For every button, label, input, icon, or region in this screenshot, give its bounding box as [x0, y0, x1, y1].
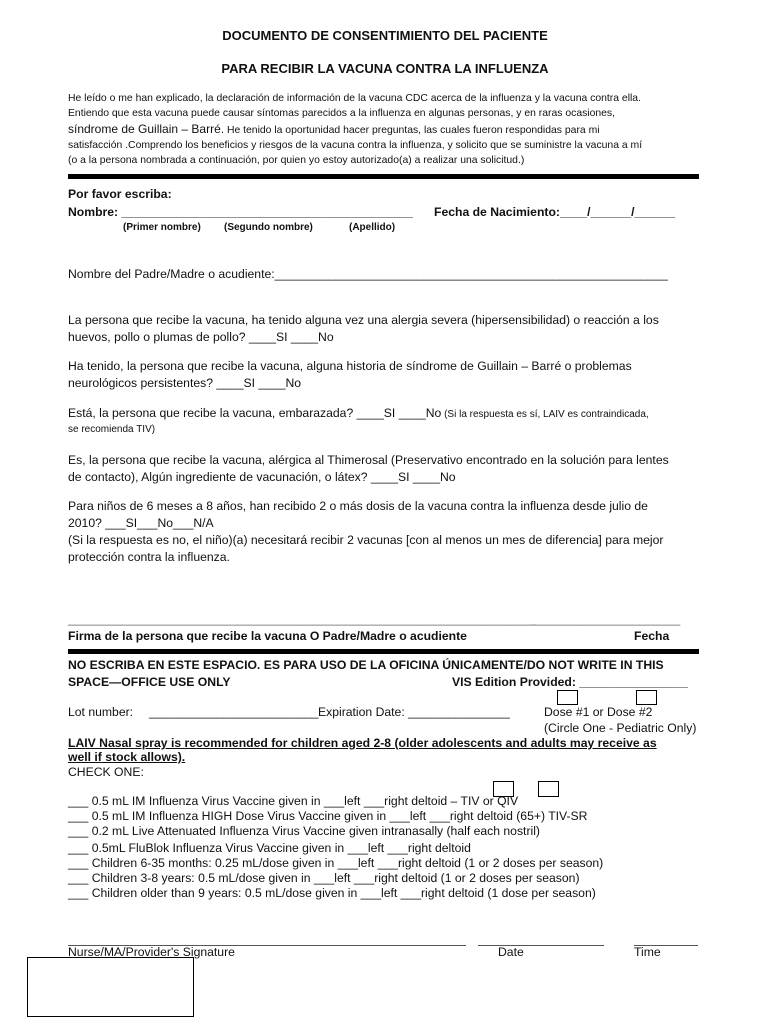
signature-date-label: Fecha [634, 629, 670, 643]
check-one-label: CHECK ONE: [68, 765, 144, 779]
nurse-date-label: Date [498, 945, 524, 959]
signature-line[interactable]: _____________________________________________________________________ [68, 612, 536, 626]
question-4-line-2[interactable]: de contacto), Algún ingrediente de vacunación, o látex? ____SI ____No [68, 470, 456, 484]
vaccine-option-7[interactable]: ___ Children older than 9 years: 0.5 mL/dose given in ___left ___right deltoid (1 dose per season) [68, 886, 596, 900]
question-2-line-1: Ha tenido, la persona que recibe la vacuna, alguna historia de síndrome de Guillain – Barré o problemas [68, 359, 632, 373]
question-1-line-2[interactable]: huevos, pollo o plumas de pollo? ____SI ____No [68, 330, 334, 344]
divider-thick-2 [68, 649, 699, 654]
intro-line-5: (o a la persona nombrada a continuación, por quien yo estoy autorizado(a) a realizar una solicitud.) [68, 155, 525, 166]
lot-number-field[interactable]: _________________________ [149, 705, 319, 719]
qiv-checkbox[interactable] [538, 781, 559, 797]
vaccine-option-6[interactable]: ___ Children 3-8 years: 0.5 mL/dose given in ___left ___right deltoid (1 or 2 doses per season) [68, 871, 580, 885]
intro-guillain: síndrome de Guillain – Barré. [68, 122, 225, 136]
vis-edition-field[interactable]: VIS Edition Provided: ________________ [452, 675, 688, 689]
dob-field[interactable]: Fecha de Nacimiento:____/______/______ [434, 205, 676, 219]
vaccine-option-1[interactable]: ___ 0.5 mL IM Influenza Virus Vaccine given in ___left ___right deltoid – TIV or QIV [68, 794, 519, 808]
dose-2-checkbox[interactable] [636, 690, 657, 705]
middle-name-label: (Segundo nombre) [224, 222, 313, 233]
question-3-line-1[interactable] [68, 405, 649, 423]
nurse-signature-label: Nurse/MA/Provider's Signature [68, 945, 235, 959]
question-4-line-1: Es, la persona que recibe la vacuna, alérgica al Thimerosal (Preservativo encontrado en la solución para lentes [68, 453, 669, 467]
intro-line-3-rest: He tenido la oportunidad hacer preguntas, las cuales fueron respondidas para mi [224, 125, 600, 136]
question-5-line-1: Para niños de 6 meses a 8 años, han recibido 2 o más dosis de la vacuna contra la influenza desde julio de [68, 499, 648, 513]
name-field[interactable]: Nombre: ___________________________________________ [68, 205, 413, 219]
question-1-line-1: La persona que recibe la vacuna, ha tenido alguna vez una alergia severa (hipersensibilidad) o reacción a los [68, 313, 659, 327]
intro-line-2: Entiendo que esta vacuna puede causar síntomas parecidos a la influenza en algunas personas, y en raras ocasiones, [68, 108, 616, 119]
dose-circle-note: (Circle One - Pediatric Only) [544, 721, 697, 735]
office-heading-2: SPACE—OFFICE USE ONLY [68, 675, 231, 689]
last-name-label: (Apellido) [349, 222, 396, 233]
question-5-line-4: protección contra la influenza. [68, 550, 230, 564]
lot-number-label: Lot number: [68, 705, 134, 719]
expiration-date-field[interactable]: Expiration Date: _______________ [318, 705, 510, 719]
question-3-text: Está, la persona que recibe la vacuna, embarazada? ____SI ____No [68, 406, 442, 420]
signature-label: Firma de la persona que recibe la vacuna O Padre/Madre o acudiente [68, 629, 467, 643]
write-instruction: Por favor escriba: [68, 187, 172, 201]
question-5-line-3: (Si la respuesta es no, el niño)(a) necesitará recibir 2 vacunas [con al menos un mes de diferencia] para mejor [68, 533, 664, 547]
vaccine-option-5[interactable]: ___ Children 6-35 months: 0.25 mL/dose given in ___left ___right deltoid (1 or 2 doses per season) [68, 856, 604, 870]
vaccine-option-2[interactable]: ___ 0.5 mL IM Influenza HIGH Dose Virus Vaccine given in ___left ___right deltoid (65+) TIV-SR [68, 809, 588, 823]
signature-date-line[interactable]: ______________________ [531, 612, 681, 626]
question-3-line-2: se recomienda TIV) [68, 424, 156, 435]
divider-thick [68, 174, 699, 179]
laiv-note-line-1: LAIV Nasal spray is recommended for children aged 2-8 (older adolescents and adults may receive as [68, 736, 657, 750]
laiv-note-line-2: well if stock allows). [68, 750, 186, 764]
vaccine-option-3[interactable]: ___ 0.2 mL Live Attenuated Influenza Virus Vaccine given intranasally (half each nostril) [68, 824, 540, 838]
first-name-label: (Primer nombre) [123, 222, 201, 233]
intro-line-1: He leído o me han explicado, la declaración de información de la vacuna CDC acerca de la influenza y la vacuna contra ella. [68, 93, 641, 104]
question-2-line-2[interactable]: neurológicos persistentes? ____SI ____No [68, 376, 302, 390]
intro-line-4: satisfacción .Comprendo los beneficios y riesgos de la vacuna contra la influenza, y solicito que se suministre la vacuna a mí [68, 140, 643, 151]
office-heading-1: NO ESCRIBA EN ESTE ESPACIO. ES PARA USO DE LA OFICINA ÚNICAMENTE/DO NOT WRITE IN THIS [68, 658, 664, 672]
dose-1-checkbox[interactable] [557, 690, 578, 705]
intro-line-3 [68, 122, 600, 138]
dose-label: Dose #1 or Dose #2 [544, 705, 653, 719]
nurse-date-line[interactable] [478, 945, 604, 946]
document-subtitle: PARA RECIBIR LA VACUNA CONTRA LA INFLUENZA [221, 61, 549, 76]
vaccine-option-4[interactable]: ___ 0.5mL FluBlok Influenza Virus Vaccine given in ___left ___right deltoid [68, 841, 471, 855]
question-3-note: (Si la respuesta es sí, LAIV es contraindicada, [441, 409, 649, 420]
question-5-line-2[interactable]: 2010? ___SI___No___N/A [68, 516, 214, 530]
document-title: DOCUMENTO DE CONSENTIMIENTO DEL PACIENTE [222, 28, 548, 43]
parent-name-field[interactable]: Nombre del Padre/Madre o acudiente:__________________________________________________________ [68, 267, 668, 281]
label-box [27, 957, 194, 1017]
nurse-time-label: Time [634, 945, 661, 959]
